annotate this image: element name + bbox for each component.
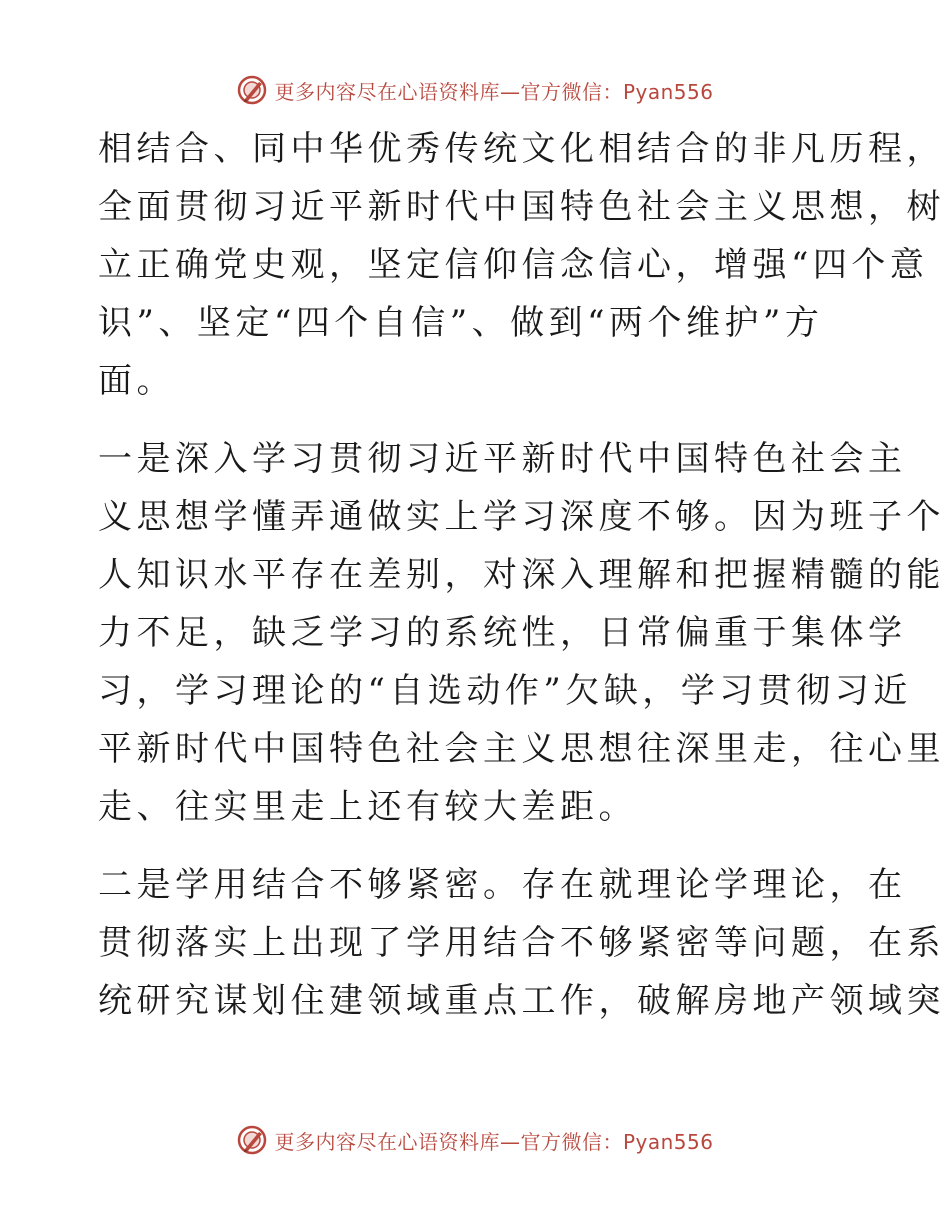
text-line: 二是学用结合不够紧密。存在就理论学理论，在 [98, 865, 907, 905]
text-line: 贯彻落实上出现了学用结合不够紧密等问题，在系 [98, 923, 945, 963]
text-line: 平新时代中国特色社会主义思想往深里走，往心里 [98, 729, 945, 769]
pen-logo-icon [236, 74, 268, 106]
paragraph [98, 430, 945, 836]
header-watermark [0, 70, 950, 110]
paragraph [98, 856, 945, 1030]
text-line: 全面贯彻习近平新时代中国特色社会主义思想，树 [98, 187, 945, 227]
text-line: 统研究谋划住建领域重点工作，破解房地产领域突 [98, 981, 945, 1021]
document-body [98, 120, 945, 1030]
text-line: 立正确党史观，坚定信仰信念信心，增强“四个意 [98, 245, 929, 285]
text-line: 习，学习理论的“自选动作”欠缺，学习贯彻习近 [98, 671, 912, 711]
text-line: 面。 [98, 361, 175, 401]
text-line: 走、往实里走上还有较大差距。 [98, 787, 637, 827]
text-line: 识”、坚定“四个自信”、做到“两个维护”方 [98, 303, 824, 343]
watermark-text: 更多内容尽在心语资料库—官方微信：Pyan556 [274, 79, 714, 104]
footer-watermark [0, 1120, 950, 1160]
text-line: 义思想学懂弄通做实上学习深度不够。因为班子个 [98, 497, 945, 537]
text-line: 力不足，缺乏学习的系统性，日常偏重于集体学 [98, 613, 907, 653]
paragraph [98, 120, 945, 410]
text-line: 相结合、同中华优秀传统文化相结合的非凡历程， [98, 129, 945, 169]
watermark-text: 更多内容尽在心语资料库—官方微信：Pyan556 [274, 1129, 714, 1154]
text-line: 一是深入学习贯彻习近平新时代中国特色社会主 [98, 439, 907, 479]
text-line: 人知识水平存在差别，对深入理解和把握精髓的能 [98, 555, 945, 595]
pen-logo-icon [236, 1124, 268, 1156]
